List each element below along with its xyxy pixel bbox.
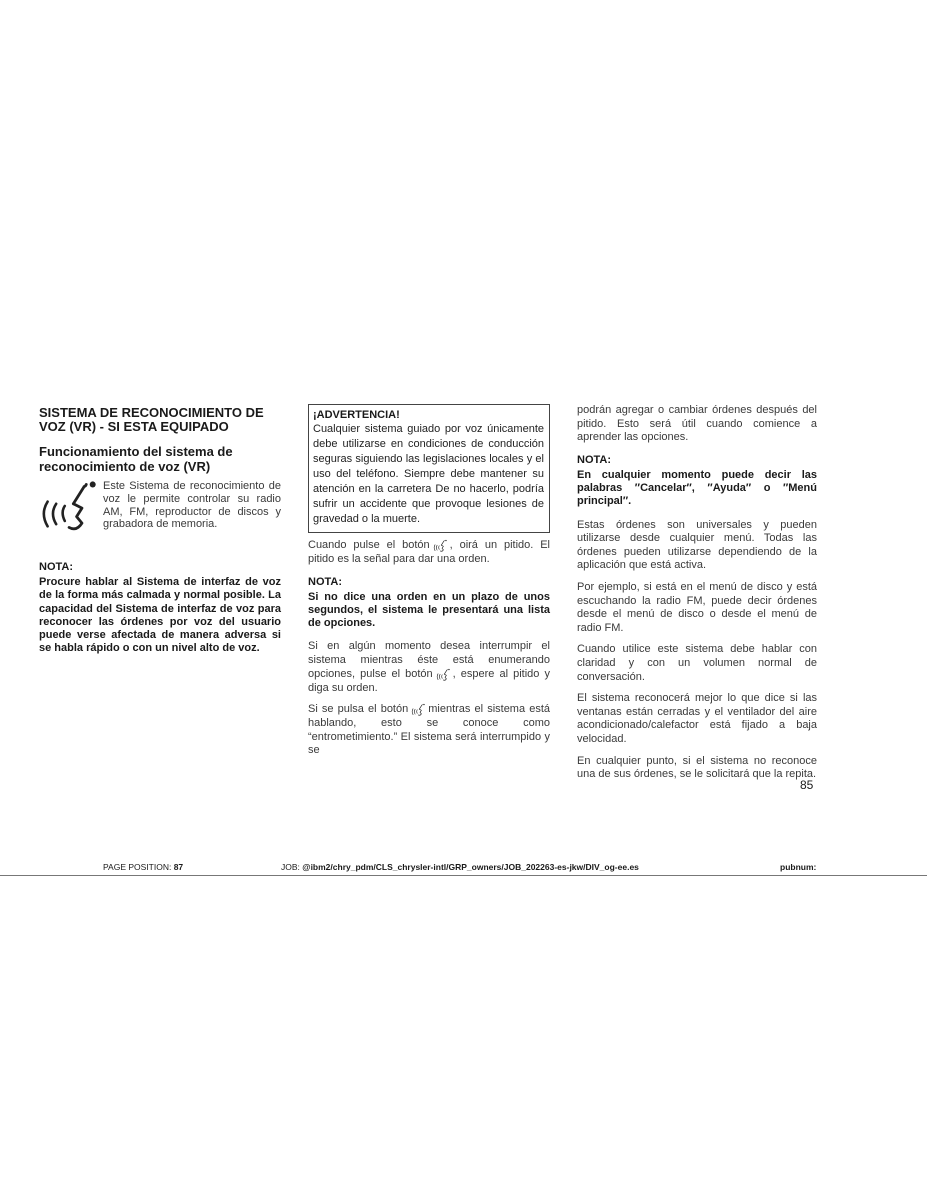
paragraph: Estas órdenes son universales y pueden utilizarse desde cualquier menú. Todas las órdenes pueden utilizarse dependiendo de la aplicación que está activa.: [577, 518, 817, 572]
footer-position-label: PAGE POSITION:: [103, 862, 172, 872]
footer-job-label: JOB:: [281, 862, 300, 872]
paragraph-interrupt: [308, 640, 550, 695]
para1-after: , oirá un pitido. El pitido es la señal para dar una orden.: [308, 539, 550, 565]
note-text-3: En cualquier momento puede decir las palabras ″Cancelar″, ″Ayuda″ o ″Menú principal″.: [577, 468, 817, 508]
voice-command-icon: [436, 668, 450, 682]
paragraph-button-press: [308, 539, 550, 567]
note-label: NOTA:: [39, 561, 74, 573]
middle-column: [308, 404, 550, 766]
voice-command-icon: [433, 539, 447, 553]
note-text-2: Si no dice una orden en un plazo de unos segundos, el sistema le presentará una lista de opciones.: [308, 590, 550, 630]
note-text: Procure hablar al Sistema de interfaz de voz de la forma más calmada y normal posible. La capacidad del Sistema de interfaz de voz para reconocer las órdenes por voz del usuario puede verse afectada de manera adversa si se habla rápido o con un nivel alto de voz.: [39, 576, 281, 655]
note-label-3: NOTA:: [577, 453, 612, 466]
paragraph-barge-in: [308, 703, 550, 758]
voice-command-icon: [39, 480, 97, 534]
intro-block: [39, 480, 281, 534]
left-column: [39, 404, 281, 666]
warning-box: [308, 404, 550, 533]
section-title: SISTEMA DE RECONOCIMIENTO DE VOZ (VR) - SI ESTA EQUIPADO: [39, 405, 264, 434]
note-label-2: NOTA:: [308, 575, 343, 588]
warning-text: Cualquier sistema guiado por voz únicamente debe utilizarse en condiciones de conducción seguras siguiendo las legislaciones locales y el uso del teléfono. Siempre debe mantener su atención en la carretera De no hacerlo, podría sufrir un accidente que provoque lesiones de gravedad o la muerte.: [313, 423, 544, 525]
intro-text: Este Sistema de reconocimiento de voz le permite controlar su radio AM, FM, reproductor de discos y grabadora de memoria.: [103, 480, 281, 531]
footer-job-value: @ibm2/chry_pdm/CLS_chrysler-intl/GRP_owners/JOB_202263-es-jkw/DIV_og-ee.es: [302, 862, 639, 872]
subsection-title: Funcionamiento del sistema de reconocimiento de voz (VR): [39, 444, 233, 474]
footer-job: [281, 862, 639, 872]
footer-position-value: 87: [173, 862, 184, 872]
paragraph-continued: podrán agregar o cambiar órdenes después del pitido. Esto será útil cuando comience a aprender las opciones.: [577, 404, 817, 444]
right-column: [577, 404, 817, 790]
para3-after: mientras el sistema está hablando, esto se conoce como “entrometimiento.” El sistema será interrumpido y se: [308, 703, 550, 757]
para2-before: Si en algún momento desea interrumpir el sistema mientras éste está enumerando opciones, pulse el botón: [308, 640, 550, 680]
para1-before: Cuando pulse el botón: [308, 539, 430, 551]
paragraph: Cuando utilice este sistema debe hablar con claridad y con un volumen normal de conversación.: [577, 643, 817, 683]
paragraph: Por ejemplo, si está en el menú de disco y está escuchando la radio FM, puede decir órdenes desde el menú de disco o desde el menú de radio FM.: [577, 581, 817, 634]
warning-title: ¡ADVERTENCIA!: [313, 409, 400, 421]
voice-command-icon: [411, 703, 425, 717]
footer-pubnum: [780, 862, 816, 872]
para3-before: Si se pulsa el botón: [308, 703, 409, 716]
footer-page-position: [103, 862, 183, 872]
footer-divider: [0, 875, 927, 876]
para2-after: , espere al pitido y diga su orden.: [308, 667, 550, 694]
paragraph: El sistema reconocerá mejor lo que dice si las ventanas están cerradas y el ventilador del aire acondicionado/calefactor está fijado a baja velocidad.: [577, 692, 817, 745]
paragraph: En cualquier punto, si el sistema no reconoce una de sus órdenes, se le solicitará que la repita.: [577, 754, 817, 781]
footer-pubnum-label: pubnum:: [780, 862, 817, 872]
page-number: 85: [800, 778, 814, 792]
